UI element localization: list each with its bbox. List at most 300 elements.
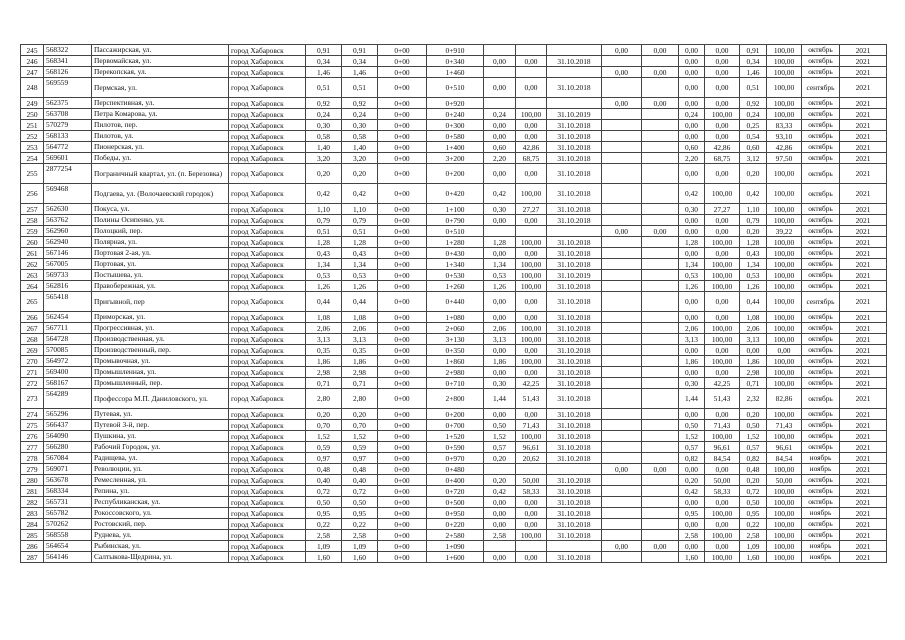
table-cell: 0,00 (484, 215, 516, 226)
table-cell: 0,24 (740, 109, 767, 120)
table-cell: ноябрь (802, 464, 840, 475)
table-cell (484, 98, 516, 109)
table-cell: Полины Осипенко, ул. (92, 215, 229, 226)
table-cell: 0+500 (427, 497, 484, 508)
table-cell (602, 442, 642, 453)
table-cell: 0,58 (306, 131, 342, 142)
table-cell: 0+00 (378, 345, 427, 356)
table-cell: 0,00 (484, 497, 516, 508)
table-cell: 0+00 (378, 323, 427, 334)
table-cell (602, 120, 642, 131)
table-cell: Руднева, ул. (92, 530, 229, 541)
table-row (21, 519, 887, 530)
table-cell: 31.10.2018 (547, 164, 602, 184)
table-row (21, 497, 887, 508)
table-cell: 0,00 (679, 131, 705, 142)
table-cell: 2,06 (306, 323, 342, 334)
table-cell: 287 (21, 552, 44, 563)
table-cell: октябрь (802, 530, 840, 541)
table-cell: город Хабаровск (229, 153, 306, 164)
table-cell: 0,00 (705, 497, 740, 508)
table-cell: 1,52 (484, 431, 516, 442)
table-cell: 562960 (44, 226, 92, 237)
table-cell (642, 248, 679, 259)
table-cell: 284 (21, 519, 44, 530)
table-cell (516, 98, 547, 109)
table-cell: 0,00 (679, 45, 705, 56)
table-cell: 100,00 (767, 237, 802, 248)
table-cell: 262 (21, 259, 44, 270)
table-body (21, 45, 887, 563)
table-cell: 0,20 (484, 453, 516, 464)
table-cell: 0,40 (342, 475, 378, 486)
table-cell: 0,20 (342, 409, 378, 420)
table-cell: 0,00 (705, 519, 740, 530)
table-cell: 1,46 (342, 67, 378, 78)
table-cell: 254 (21, 153, 44, 164)
table-row (21, 334, 887, 345)
table-row (21, 120, 887, 131)
table-cell: Ремесленная, ул. (92, 475, 229, 486)
table-cell: 0+00 (378, 164, 427, 184)
table-cell: 0,95 (679, 508, 705, 519)
table-cell (547, 67, 602, 78)
table-cell: 0,00 (642, 226, 679, 237)
table-cell: 71,43 (767, 420, 802, 431)
table-cell: город Хабаровск (229, 226, 306, 237)
table-cell: 2021 (840, 292, 887, 312)
table-row (21, 67, 887, 78)
table-cell (642, 345, 679, 356)
table-cell: 42,86 (516, 142, 547, 153)
table-cell: 0,00 (484, 409, 516, 420)
table-cell: 0,54 (740, 131, 767, 142)
table-cell: 0,00 (705, 226, 740, 237)
table-cell: 568133 (44, 131, 92, 142)
table-cell: город Хабаровск (229, 270, 306, 281)
table-cell: 0,00 (516, 519, 547, 530)
table-cell: ноябрь (802, 541, 840, 552)
table-cell: 0,44 (306, 292, 342, 312)
table-cell: 0,00 (516, 508, 547, 519)
table-cell: 0,00 (516, 312, 547, 323)
table-cell: 2021 (840, 142, 887, 153)
table-cell: 0+480 (427, 464, 484, 475)
table-cell: 100,00 (705, 281, 740, 292)
table-cell: 1,10 (306, 204, 342, 215)
table-cell: 100,00 (767, 323, 802, 334)
table-cell: ноябрь (802, 508, 840, 519)
table-cell: 568558 (44, 530, 92, 541)
table-cell: 0+350 (427, 345, 484, 356)
table-cell: сентябрь (802, 292, 840, 312)
table-cell: 2+060 (427, 323, 484, 334)
table-cell: 2021 (840, 356, 887, 367)
table-cell: 31.10.2018 (547, 519, 602, 530)
table-cell: 0+00 (378, 442, 427, 453)
table-cell: октябрь (802, 259, 840, 270)
table-cell: 0,00 (516, 497, 547, 508)
table-cell: 562816 (44, 281, 92, 292)
table-cell: Правобережная, ул. (92, 281, 229, 292)
table-cell: 31.10.2018 (547, 292, 602, 312)
table-cell: октябрь (802, 409, 840, 420)
table-cell: 31.10.2018 (547, 120, 602, 131)
table-cell: Промывочная, ул. (92, 356, 229, 367)
table-cell: 285 (21, 530, 44, 541)
table-cell: город Хабаровск (229, 56, 306, 67)
table-cell: 0,91 (740, 45, 767, 56)
table-cell: 562375 (44, 98, 92, 109)
table-cell: 2021 (840, 78, 887, 98)
table-cell: 2021 (840, 508, 887, 519)
table-cell: 1,08 (306, 312, 342, 323)
table-cell: город Хабаровск (229, 109, 306, 120)
table-cell (602, 248, 642, 259)
table-cell (602, 142, 642, 153)
table-cell: 0,00 (516, 409, 547, 420)
table-cell: 2877254 (44, 164, 92, 184)
table-cell: 271 (21, 367, 44, 378)
table-cell: 0,00 (679, 409, 705, 420)
table-cell: 0,00 (705, 98, 740, 109)
table-cell: 0+300 (427, 120, 484, 131)
table-cell: 0+200 (427, 409, 484, 420)
table-row (21, 378, 887, 389)
table-cell: 283 (21, 508, 44, 519)
table-cell (642, 215, 679, 226)
roads-table (20, 44, 887, 563)
table-cell: октябрь (802, 519, 840, 530)
table-cell: 31.10.2018 (547, 184, 602, 204)
table-cell: 31.10.2018 (547, 486, 602, 497)
table-cell: 0,00 (679, 497, 705, 508)
table-cell: 562630 (44, 204, 92, 215)
table-cell: 0,44 (740, 292, 767, 312)
table-cell: 0,82 (740, 453, 767, 464)
table-cell: 0,42 (484, 486, 516, 497)
table-cell: 0,00 (602, 541, 642, 552)
table-cell: 0,00 (679, 120, 705, 131)
table-cell: 1,86 (342, 356, 378, 367)
table-cell: 0+790 (427, 215, 484, 226)
table-cell: 0+340 (427, 56, 484, 67)
table-cell: 0,95 (740, 508, 767, 519)
table-cell: 0+430 (427, 248, 484, 259)
table-cell: 0,00 (679, 226, 705, 237)
table-cell: 100,00 (767, 378, 802, 389)
table-cell: 0+00 (378, 420, 427, 431)
table-cell: город Хабаровск (229, 120, 306, 131)
table-cell: город Хабаровск (229, 453, 306, 464)
table-cell: 567005 (44, 259, 92, 270)
table-cell (642, 367, 679, 378)
table-cell: 563762 (44, 215, 92, 226)
table-cell: 96,61 (767, 442, 802, 453)
table-cell: 0,00 (705, 312, 740, 323)
table-cell: 0,20 (306, 164, 342, 184)
table-cell (602, 323, 642, 334)
table-cell: 273 (21, 389, 44, 409)
table-cell: 2,98 (306, 367, 342, 378)
table-cell: 263 (21, 270, 44, 281)
table-cell: 0,72 (342, 486, 378, 497)
table-cell: 0,91 (342, 45, 378, 56)
table-cell: 567711 (44, 323, 92, 334)
table-cell: 100,00 (767, 45, 802, 56)
table-cell: город Хабаровск (229, 367, 306, 378)
table-row (21, 164, 887, 184)
table-cell: 0,00 (679, 248, 705, 259)
table-cell: 1+520 (427, 431, 484, 442)
table-row (21, 142, 887, 153)
table-cell: 0,50 (484, 420, 516, 431)
table-cell: 0,48 (740, 464, 767, 475)
table-cell: 0,00 (705, 45, 740, 56)
table-cell: 93,10 (767, 131, 802, 142)
table-cell (642, 497, 679, 508)
table-cell: 564146 (44, 552, 92, 563)
table-cell: 0,00 (602, 98, 642, 109)
table-cell: 100,00 (705, 323, 740, 334)
table-cell: октябрь (802, 431, 840, 442)
table-cell: Республиканская, ул. (92, 497, 229, 508)
table-cell: 261 (21, 248, 44, 259)
table-cell: 100,00 (705, 530, 740, 541)
table-cell: 1,34 (679, 259, 705, 270)
table-cell (602, 409, 642, 420)
table-cell: 0,50 (342, 497, 378, 508)
table-cell: 0,42 (342, 184, 378, 204)
table-cell: 0+720 (427, 486, 484, 497)
table-cell: октябрь (802, 204, 840, 215)
table-cell: Первомайская, ул. (92, 56, 229, 67)
table-cell: 1,46 (306, 67, 342, 78)
table-cell: 0,20 (740, 409, 767, 420)
table-cell: 245 (21, 45, 44, 56)
table-cell: 0,53 (306, 270, 342, 281)
table-cell: 31.10.2018 (547, 367, 602, 378)
table-cell: 0+00 (378, 378, 427, 389)
table-cell: 2021 (840, 270, 887, 281)
table-cell: 100,00 (767, 519, 802, 530)
table-cell: 96,61 (705, 442, 740, 453)
table-cell: город Хабаровск (229, 237, 306, 248)
table-cell: 3,13 (740, 334, 767, 345)
table-cell: 0,00 (484, 312, 516, 323)
table-cell: 0,00 (602, 226, 642, 237)
table-cell: 0,42 (484, 184, 516, 204)
table-cell: 31.10.2018 (547, 153, 602, 164)
table-cell: 39,22 (767, 226, 802, 237)
table-cell: 0+00 (378, 204, 427, 215)
table-cell: 0,00 (484, 131, 516, 142)
table-cell: 568334 (44, 486, 92, 497)
table-cell: 0+590 (427, 442, 484, 453)
table-cell: 2021 (840, 389, 887, 409)
table-cell: 31.10.2019 (547, 270, 602, 281)
table-row (21, 475, 887, 486)
table-cell: город Хабаровск (229, 345, 306, 356)
table-cell: 31.10.2018 (547, 420, 602, 431)
table-cell: 249 (21, 98, 44, 109)
table-cell: 100,00 (767, 486, 802, 497)
table-cell: 0,00 (679, 464, 705, 475)
table-cell: 1,09 (740, 541, 767, 552)
table-cell: 0+00 (378, 541, 427, 552)
table-cell: 568322 (44, 45, 92, 56)
table-cell: 1,34 (306, 259, 342, 270)
table-cell: 0,20 (306, 409, 342, 420)
table-cell: 2021 (840, 442, 887, 453)
table-cell: 2021 (840, 312, 887, 323)
table-cell: 2021 (840, 334, 887, 345)
table-cell: 0,00 (642, 464, 679, 475)
table-row (21, 237, 887, 248)
table-cell (642, 508, 679, 519)
table-cell: 2,20 (679, 153, 705, 164)
table-row (21, 270, 887, 281)
table-cell: 565418 (44, 292, 92, 312)
table-cell (642, 109, 679, 120)
table-cell: 279 (21, 464, 44, 475)
table-cell: 31.10.2018 (547, 142, 602, 153)
table-cell: 0+00 (378, 431, 427, 442)
table-cell: 0+00 (378, 409, 427, 420)
table-cell: 0,30 (342, 120, 378, 131)
table-cell: 100,00 (705, 431, 740, 442)
table-cell: 100,00 (516, 109, 547, 120)
table-cell: 0,00 (705, 67, 740, 78)
table-cell: 2021 (840, 431, 887, 442)
table-cell: 0,25 (740, 120, 767, 131)
table-cell: 0,00 (705, 409, 740, 420)
table-cell (642, 237, 679, 248)
table-cell: 257 (21, 204, 44, 215)
table-cell: 0,30 (679, 204, 705, 215)
table-cell: октябрь (802, 367, 840, 378)
table-cell: Приморская, ул. (92, 312, 229, 323)
table-row (21, 184, 887, 204)
table-cell: 100,00 (705, 184, 740, 204)
table-cell (602, 259, 642, 270)
table-cell: 274 (21, 409, 44, 420)
table-cell: 100,00 (705, 259, 740, 270)
table-cell: 0,34 (306, 56, 342, 67)
table-cell: 0,20 (740, 475, 767, 486)
table-cell (602, 356, 642, 367)
table-cell: 1+260 (427, 281, 484, 292)
table-row (21, 109, 887, 120)
table-row (21, 530, 887, 541)
table-cell: 1,09 (342, 541, 378, 552)
table-cell: 1+400 (427, 142, 484, 153)
table-cell: 280 (21, 475, 44, 486)
table-cell: 0,72 (740, 486, 767, 497)
table-cell: 0+200 (427, 164, 484, 184)
table-cell: 0,00 (484, 345, 516, 356)
table-cell (547, 98, 602, 109)
table-cell: 0,92 (342, 98, 378, 109)
table-cell: 0,00 (516, 120, 547, 131)
table-cell: 0,00 (484, 78, 516, 98)
table-row (21, 541, 887, 552)
table-cell: 2021 (840, 552, 887, 563)
table-cell: 31.10.2018 (547, 356, 602, 367)
table-cell: 251 (21, 120, 44, 131)
table-cell: 31.10.2018 (547, 78, 602, 98)
table-row (21, 442, 887, 453)
table-cell (642, 259, 679, 270)
table-cell: 100,00 (767, 270, 802, 281)
table-cell: город Хабаровск (229, 420, 306, 431)
table-cell: город Хабаровск (229, 184, 306, 204)
table-cell (516, 45, 547, 56)
table-cell: город Хабаровск (229, 78, 306, 98)
table-cell: Радищева, ул. (92, 453, 229, 464)
table-cell: Петра Комарова, ул. (92, 109, 229, 120)
table-cell: 0+440 (427, 292, 484, 312)
table-cell: 0,43 (306, 248, 342, 259)
table-cell: 42,86 (705, 142, 740, 153)
table-cell (602, 78, 642, 98)
table-cell: 264 (21, 281, 44, 292)
table-cell: 42,25 (705, 378, 740, 389)
table-cell: 31.10.2018 (547, 334, 602, 345)
table-row (21, 204, 887, 215)
table-cell: октябрь (802, 312, 840, 323)
table-cell: 0,00 (602, 67, 642, 78)
table-cell: 1,40 (342, 142, 378, 153)
table-cell: 1,28 (679, 237, 705, 248)
table-row (21, 464, 887, 475)
table-cell: 2021 (840, 409, 887, 420)
table-cell (642, 442, 679, 453)
table-cell: 2021 (840, 378, 887, 389)
table-cell: 269 (21, 345, 44, 356)
table-cell: 20,62 (516, 453, 547, 464)
table-cell: 0,00 (679, 541, 705, 552)
table-cell: 2021 (840, 519, 887, 530)
table-cell (484, 45, 516, 56)
table-row (21, 226, 887, 237)
table-cell: 0,00 (516, 552, 547, 563)
table-cell: 31.10.2018 (547, 131, 602, 142)
table-cell: 3,13 (342, 334, 378, 345)
table-cell: город Хабаровск (229, 464, 306, 475)
table-cell: 84,54 (705, 453, 740, 464)
table-cell: 0,24 (484, 109, 516, 120)
table-cell (602, 552, 642, 563)
table-cell: 0+00 (378, 78, 427, 98)
table-cell: 31.10.2018 (547, 312, 602, 323)
table-cell: город Хабаровск (229, 378, 306, 389)
table-row (21, 552, 887, 563)
table-cell: Пригывной, пер (92, 292, 229, 312)
table-cell (602, 270, 642, 281)
table-cell (642, 131, 679, 142)
table-cell: город Хабаровск (229, 334, 306, 345)
table-cell: 100,00 (516, 259, 547, 270)
table-cell: 0,97 (306, 453, 342, 464)
table-cell: Перспективная, ул. (92, 98, 229, 109)
table-cell: 100,00 (705, 508, 740, 519)
table-cell: 0+00 (378, 226, 427, 237)
table-cell: 2+580 (427, 530, 484, 541)
table-cell: 1+340 (427, 259, 484, 270)
table-cell: октябрь (802, 184, 840, 204)
table-cell: 71,43 (705, 420, 740, 431)
